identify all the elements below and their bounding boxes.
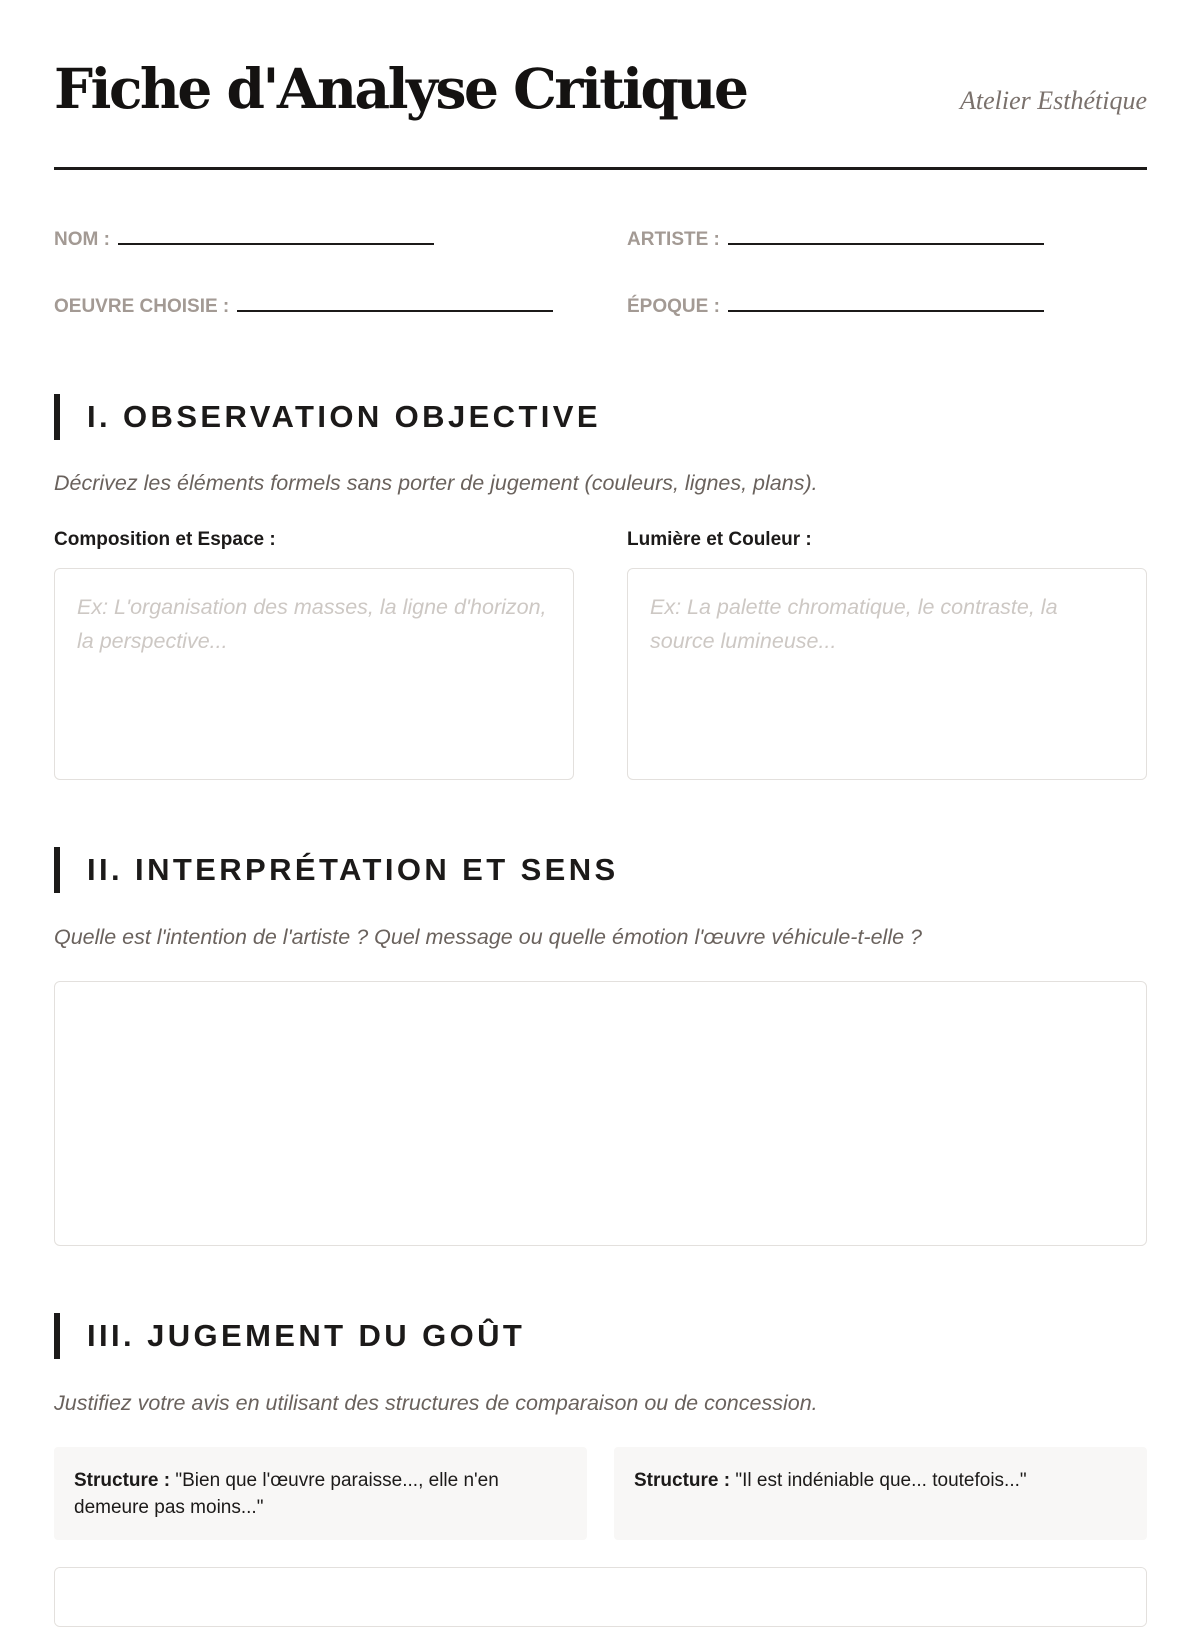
page-subtitle: Atelier Esthétique	[959, 86, 1147, 115]
nom-label: NOM :	[54, 229, 110, 250]
section-1-title: I. OBSERVATION OBJECTIVE	[54, 394, 601, 440]
artiste-field[interactable]	[627, 229, 1044, 251]
composition-textarea[interactable]	[54, 568, 574, 780]
nom-field[interactable]	[54, 229, 434, 251]
oeuvre-blank-line[interactable]	[237, 310, 553, 312]
lumiere-textarea[interactable]	[627, 568, 1147, 780]
epoque-field[interactable]	[627, 296, 1044, 318]
artiste-label: ARTISTE :	[627, 229, 720, 250]
structure-tip-1-label: Structure :	[74, 1470, 171, 1491]
oeuvre-label: OEUVRE CHOISIE :	[54, 296, 230, 317]
structure-tip-1-text: "Bien que l'œuvre paraisse..., elle n'en demeure pas moins..."	[74, 1470, 499, 1518]
section-2-instruction: Quelle est l'intention de l'artiste ? Quel message ou quelle émotion l'œuvre véhicule-t-elle ?	[54, 925, 922, 949]
section-3-title: III. JUGEMENT DU GOÛT	[54, 1313, 525, 1359]
structure-tip-1	[54, 1447, 587, 1540]
worksheet-header	[54, 50, 1147, 170]
structure-tip-2-text: "Il est indéniable que... toutefois..."	[735, 1470, 1027, 1491]
structure-tip-2	[614, 1447, 1147, 1540]
composition-label: Composition et Espace :	[54, 529, 276, 550]
section-3-instruction: Justifiez votre avis en utilisant des structures de comparaison ou de concession.	[54, 1391, 818, 1415]
structure-tip-2-label: Structure :	[634, 1470, 731, 1491]
jugement-textarea[interactable]	[54, 1567, 1147, 1627]
oeuvre-field[interactable]	[54, 296, 553, 318]
interpretation-textarea[interactable]	[54, 981, 1147, 1246]
page-title: Fiche d'Analyse Critique	[54, 56, 747, 121]
section-1-instruction: Décrivez les éléments formels sans porter de jugement (couleurs, lignes, plans).	[54, 471, 818, 495]
epoque-blank-line[interactable]	[728, 310, 1044, 312]
artiste-blank-line[interactable]	[728, 243, 1044, 245]
worksheet-page	[54, 0, 1147, 1600]
section-2-title: II. INTERPRÉTATION ET SENS	[54, 847, 619, 893]
epoque-label: ÉPOQUE :	[627, 296, 720, 317]
nom-blank-line[interactable]	[118, 243, 434, 245]
lumiere-label: Lumière et Couleur :	[627, 529, 812, 550]
